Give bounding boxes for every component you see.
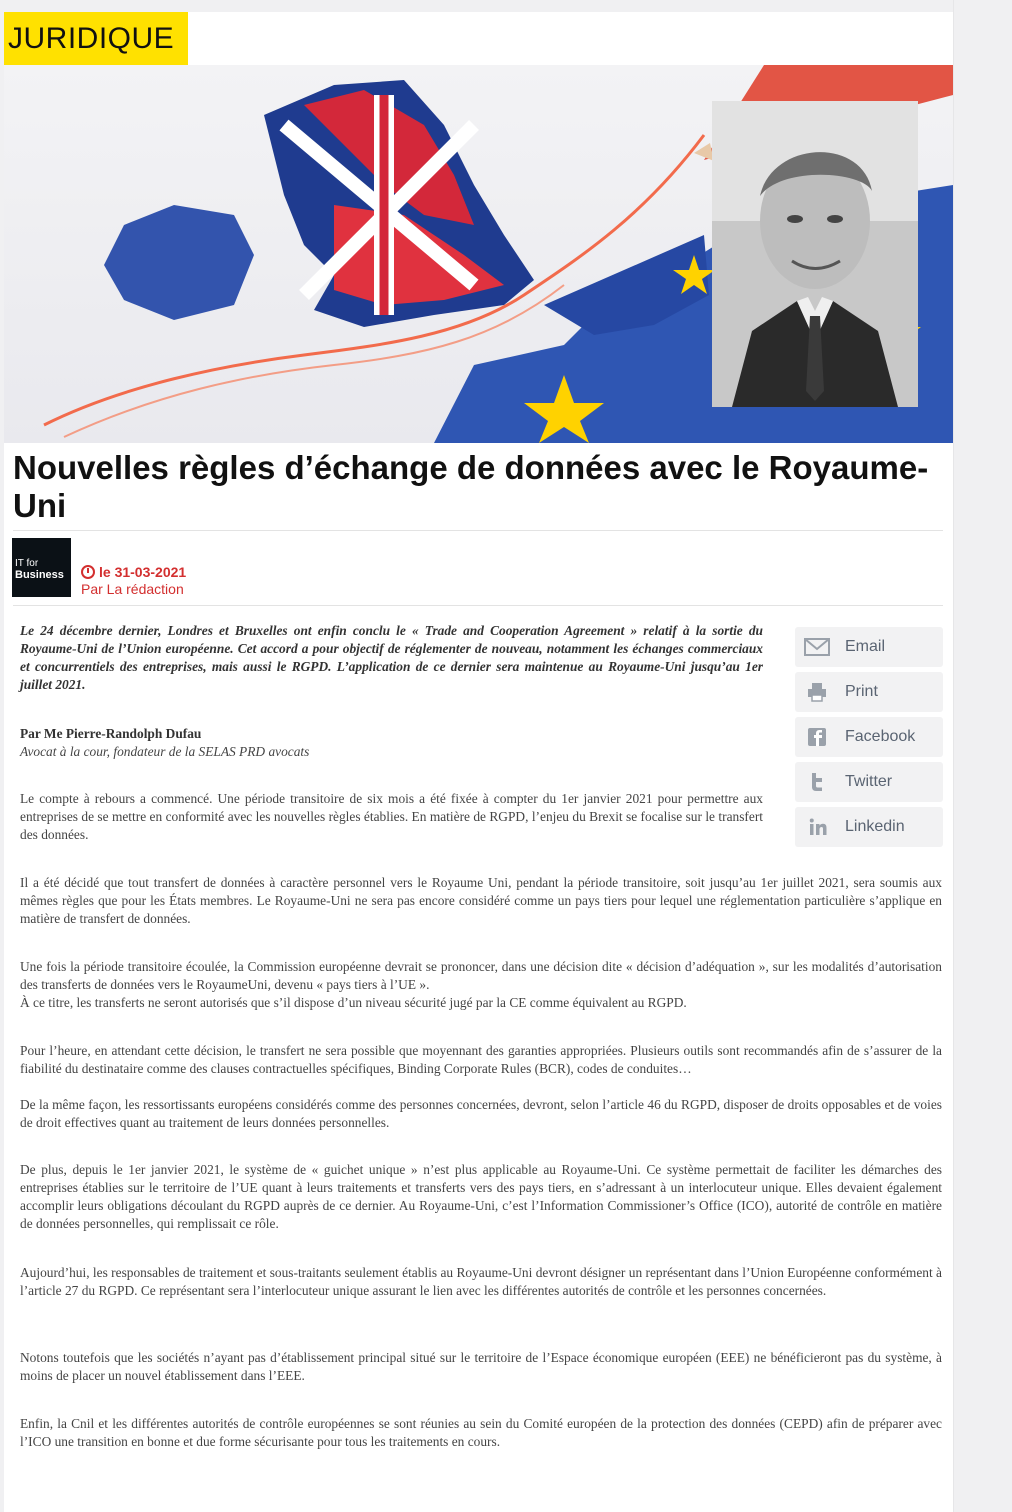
share-twitter-label: Twitter: [845, 773, 893, 790]
twitter-icon: [804, 772, 830, 792]
share-twitter-button[interactable]: [795, 762, 943, 802]
linkedin-icon: [804, 817, 830, 837]
share-linkedin-label: Linkedin: [845, 818, 905, 835]
page: [4, 12, 953, 1512]
article-paragraph: À ce titre, les transferts ne seront autorisés que s’il dispose d’un niveau sécurité jugé par la CE comme équivalent au RGPD.: [20, 995, 687, 1010]
share-email-button[interactable]: [795, 627, 943, 667]
author-line[interactable]: Par La rédaction: [81, 581, 184, 597]
page-gutter: [953, 0, 994, 1512]
envelope-icon: [804, 637, 830, 657]
article-paragraph: Une fois la période transitoire écoulée, la Commission européenne devrait se prononcer, dans une décision dite « décision d’adéquation », sur les modalités d’autorisation des transferts de données vers le RoyaumeUni, devenu « pays tiers à l’UE ».: [20, 959, 942, 992]
publish-date: [81, 564, 186, 580]
article-paragraph: Pour l’heure, en attendant cette décision, le transfert ne sera possible que moyennant des garanties appropriées. Plusieurs outils sont recommandés afin de s’assurer de la fiabilité du destinataire comme des clauses contractuelles spécifiques, Binding Corporate Rules (BCR), codes de conduites…: [20, 1043, 942, 1076]
article-lede: Le 24 décembre dernier, Londres et Bruxelles ont enfin conclu le « Trade and Cooperation Agreement » relatif à la sortie du Royaume-Uni de l’Union européenne. Cet accord a pour objectif de réglementer de nouveau, notamment les échanges commerciaux et concurrentiels des entreprises, mais aussi le RGPD. L’application de ce dernier sera maintenue au Royaume-Uni jusqu’au 1er juillet 2021.: [20, 623, 763, 692]
share-email-label: Email: [845, 638, 886, 655]
article-paragraph: Le compte à rebours a commencé. Une période transitoire de six mois a été fixée à compter du 1er janvier 2021 pour permettre aux entreprises de se mettre en conformité avec les nouvelles règles établies. En matière de RGPD, l’enjeu du Brexit se focalise sur le transfert des données.: [20, 791, 763, 842]
author-portrait: [712, 101, 918, 407]
source-logo[interactable]: [12, 538, 71, 597]
article-title: Nouvelles règles d’échange de données avec le Royaume-Uni: [13, 449, 929, 524]
printer-icon: [804, 682, 830, 702]
share-buttons: [795, 627, 943, 852]
category-label[interactable]: JURIDIQUE: [4, 12, 188, 65]
share-print-label: Print: [845, 683, 878, 700]
divider: [13, 605, 943, 606]
share-facebook-label: Facebook: [845, 728, 916, 745]
divider: [13, 530, 943, 531]
article-paragraph: Aujourd’hui, les responsables de traitement et sous-traitants seulement établis au Royaume-Uni devront désigner un représentant dans l’Union Européenne conformément à l’article 27 du RGPD. Ce représentant sera l’interlocuteur unique assurant le lien avec les différentes autorités de contrôle et les personnes concernées.: [20, 1265, 942, 1298]
source-logo-line1: IT for: [15, 558, 39, 569]
share-linkedin-button[interactable]: [795, 807, 943, 847]
share-print-button[interactable]: [795, 672, 943, 712]
article-paragraph: Notons toutefois que les sociétés n’ayant pas d’établissement principal situé sur le territoire de l’Espace économique européen (EEE) ne bénéficieront pas du système, à moins de placer un nouvel établissement dans l’EEE.: [20, 1350, 942, 1383]
hero-image: [4, 65, 953, 443]
article-paragraph: De plus, depuis le 1er janvier 2021, le système de « guichet unique » n’est plus applicable au Royaume-Uni. Ce système permettait de faciliter les démarches des entreprises établies sur le territoire de l’UE quant à leurs traitements et transferts vers des pays tiers, en s’adressant à un interlocuteur unique. Elles devaient également accomplir leurs obligations découlant du RGPD auprès de ce dernier. Au Royaume-Uni, c’est l’Information Commissioner’s Office (ICO), autorité de contrôle en matière de données personnelles, qui remplissait ce rôle.: [20, 1162, 942, 1231]
publish-date-text: le 31-03-2021: [99, 564, 187, 580]
article-paragraph: De la même façon, les ressortissants européens considérés comme des personnes concernées, devront, selon l’article 46 du RGPD, disposer de droits opposables et de voies de droit effectives quant au traitement de leurs données personnelles.: [20, 1097, 942, 1130]
article-byline: Par Me Pierre-Randolph Dufau: [20, 726, 202, 741]
article-paragraph: Il a été décidé que tout transfert de données à caractère personnel vers le Royaume Uni, pendant la période transitoire, soit jusqu’au 1er juillet 2021, sera soumis aux mêmes règles que pour les États membres. Le Royaume-Uni ne sera pas encore considéré comme un pays tiers pour lequel une réglementation particulière s’applique en matière de transfert de données.: [20, 875, 942, 926]
source-logo-line2: Business: [15, 569, 64, 581]
facebook-icon: [804, 727, 830, 747]
article-byline-role: Avocat à la cour, fondateur de la SELAS PRD avocats: [20, 744, 310, 759]
clock-icon: [81, 565, 95, 579]
article-paragraph: Enfin, la Cnil et les différentes autorités de contrôle européennes se sont réunies au sein du Comité européen de la protection des données (CEPD) afin de préparer avec l’ICO une transition en bonne et due forme sécurisante pour tous les traitements en cours.: [20, 1416, 942, 1449]
share-facebook-button[interactable]: [795, 717, 943, 757]
